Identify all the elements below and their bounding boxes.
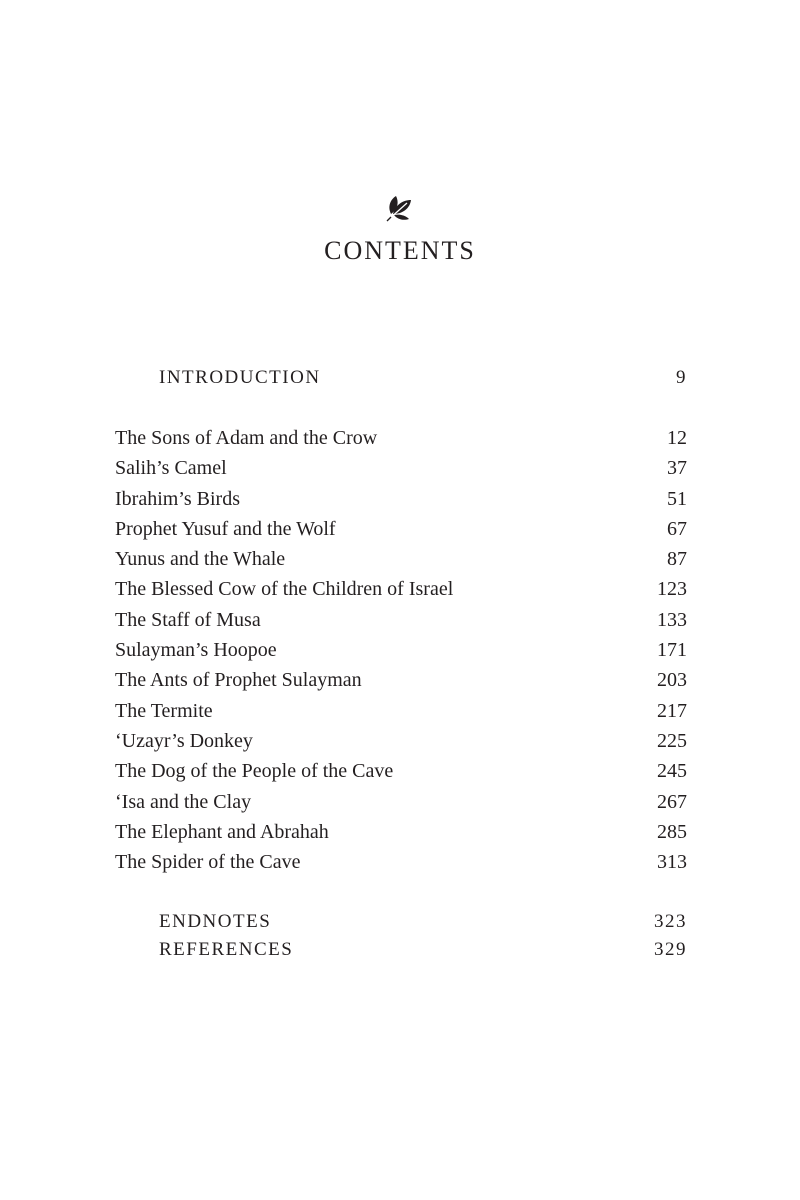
entry-page: 87	[667, 548, 687, 571]
entry-page: 67	[667, 517, 687, 540]
toc-entry[interactable]	[115, 574, 687, 604]
toc-entry[interactable]	[115, 635, 687, 665]
entry-page: 12	[667, 427, 687, 449]
leaf-icon	[385, 194, 413, 222]
entry-page: 267	[657, 790, 687, 813]
toc-entry-endnotes[interactable]	[159, 907, 687, 937]
toc-entry[interactable]	[115, 787, 687, 817]
toc-entry[interactable]	[115, 514, 687, 544]
toc-entry-introduction[interactable]	[159, 363, 687, 393]
entry-title: The Staff of Musa	[115, 608, 261, 631]
entry-page: 9	[676, 367, 687, 388]
entry-title: The Blessed Cow of the Children of Israel	[115, 578, 454, 601]
entry-title: The Sons of Adam and the Crow	[115, 427, 378, 449]
entry-page: 313	[657, 851, 687, 874]
toc-entry[interactable]	[115, 756, 687, 786]
entry-page: 51	[667, 487, 687, 510]
entry-page: 123	[657, 578, 687, 601]
entry-title: The Elephant and Abrahah	[115, 820, 329, 843]
entry-title: Sulayman’s Hoopoe	[115, 639, 277, 662]
entry-page: 225	[657, 729, 687, 752]
toc-entry[interactable]	[115, 847, 687, 877]
toc-entry[interactable]	[115, 453, 687, 483]
entry-page: 37	[667, 457, 687, 480]
entry-title: REFERENCES	[159, 939, 294, 960]
entry-page: 329	[654, 939, 687, 960]
entry-page: 217	[657, 699, 687, 722]
entry-title: Yunus and the Whale	[115, 548, 286, 571]
entry-title: The Termite	[115, 699, 213, 722]
entry-title: The Dog of the People of the Cave	[115, 760, 394, 783]
entry-page: 171	[657, 639, 687, 662]
toc-entry[interactable]	[115, 726, 687, 756]
page-title: CONTENTS	[324, 236, 476, 265]
entry-title: INTRODUCTION	[159, 367, 321, 388]
entry-title: The Spider of the Cave	[115, 851, 301, 874]
toc-entry[interactable]	[115, 484, 687, 514]
entry-title: Salih’s Camel	[115, 457, 227, 480]
toc-entry[interactable]	[115, 696, 687, 726]
toc-entry[interactable]	[115, 817, 687, 847]
toc-entry[interactable]	[115, 544, 687, 574]
entry-page: 203	[657, 669, 687, 692]
entry-title: The Ants of Prophet Sulayman	[115, 669, 362, 692]
toc-entry-references[interactable]	[159, 935, 687, 965]
entry-page: 245	[657, 760, 687, 783]
entry-page: 285	[657, 820, 687, 843]
toc-entry[interactable]	[115, 423, 687, 453]
entry-title: ENDNOTES	[159, 911, 272, 932]
entry-page: 133	[657, 608, 687, 631]
entry-title: Prophet Yusuf and the Wolf	[115, 517, 336, 540]
toc-entry[interactable]	[115, 605, 687, 635]
entry-title: ‘Isa and the Clay	[115, 790, 252, 813]
entry-title: Ibrahim’s Birds	[115, 487, 240, 510]
toc-entry[interactable]	[115, 665, 687, 695]
chapter-list	[0, 423, 687, 877]
entry-title: ‘Uzayr’s Donkey	[115, 729, 253, 752]
entry-page: 323	[654, 911, 687, 932]
